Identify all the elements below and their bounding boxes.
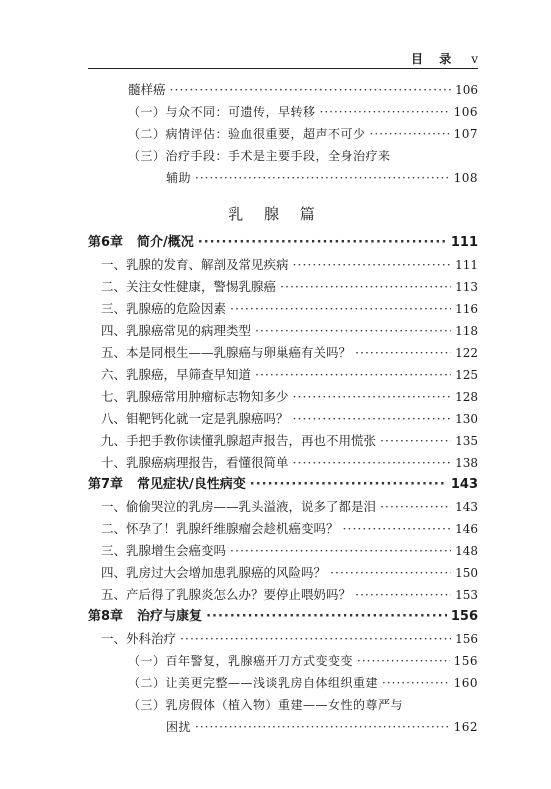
leader-dots: [170, 79, 452, 101]
toc-entry-page: 148: [455, 544, 478, 558]
leader-dots: [293, 386, 452, 408]
toc-entry[interactable]: [101, 562, 478, 584]
leader-dots: [380, 496, 451, 518]
toc-entry[interactable]: [128, 123, 478, 145]
toc-entry-title: 五、本是同根生——乳腺癌与卵巢癌有关吗？: [101, 345, 352, 360]
toc-entry[interactable]: [101, 452, 478, 474]
leader-dots: [195, 716, 450, 738]
toc-entry-page: 156: [453, 654, 478, 668]
toc-entry-title: 一、偷偷哭泣的乳房——乳头溢液，说多了都是泪: [101, 499, 377, 514]
leader-dots: [293, 254, 452, 276]
toc-entry-title: 四、乳腺癌常见的病理类型: [101, 323, 252, 338]
toc-entry-page: 113: [455, 280, 478, 294]
toc-entry-line1[interactable]: [128, 694, 478, 716]
toc-entry-page: 162: [453, 720, 478, 734]
chapter-number: 第7章: [88, 477, 124, 492]
chapter-heading[interactable]: [88, 606, 478, 628]
toc-entry-page: 106: [455, 83, 478, 97]
toc-entry[interactable]: [128, 650, 478, 672]
chapter-number: 第6章: [88, 235, 124, 250]
chapter-title: 治疗与康复: [137, 609, 203, 624]
leader-dots: [380, 430, 451, 452]
toc-entry[interactable]: [128, 79, 478, 101]
header-rule: [88, 68, 478, 69]
leader-dots: [320, 101, 450, 123]
toc-entry-page: 138: [455, 456, 478, 470]
toc-entry-page: 160: [453, 676, 478, 690]
leader-dots: [355, 342, 451, 364]
toc-entry-title: （三）治疗手段：手术是主要手段，全身治疗来: [128, 149, 391, 163]
leader-dots: [230, 298, 451, 320]
toc-entry-page: 130: [455, 412, 478, 426]
toc-entry-title: （一）与众不同：可遗传，早转移: [128, 105, 316, 119]
toc-entry-title: 六、乳腺癌，早筛查早知道: [101, 367, 252, 382]
toc-entry-title: （一）百年警复，乳腺癌开刀方式变变变: [128, 654, 354, 668]
leader-dots: [255, 364, 451, 386]
toc-entry-title-cont: 辅助: [166, 171, 192, 185]
chapter-page: 143: [450, 477, 478, 492]
toc-entry-line1[interactable]: [128, 145, 478, 167]
leader-dots: [355, 584, 451, 606]
header-label: 目 录: [411, 52, 458, 66]
toc-entry-title: （三）乳房假体（植入物）重建——女性的尊严与: [128, 698, 404, 712]
toc-entry-title: 四、乳房过大会增加患乳腺癌的风险吗？: [101, 565, 327, 580]
toc-entry[interactable]: [101, 408, 478, 430]
toc-entry[interactable]: [101, 276, 478, 298]
toc-entry[interactable]: [101, 298, 478, 320]
toc-entry[interactable]: [128, 101, 478, 123]
toc-entry-page: 107: [453, 127, 478, 141]
toc-entry-title: （二）让美更完整——浅谈乳房自体组织重建: [128, 676, 379, 690]
leader-dots: [230, 540, 451, 562]
toc-entry-line2[interactable]: [166, 167, 478, 189]
toc-entry-title: 髓样癌: [128, 82, 166, 97]
toc-entry-title: 一、外科治疗: [101, 631, 177, 646]
toc-entry-page: 118: [455, 324, 478, 338]
leader-dots: [293, 452, 452, 474]
chapter-heading[interactable]: [88, 474, 478, 496]
toc-entry-page: 116: [455, 302, 478, 316]
toc-entry-page: 122: [455, 346, 478, 360]
leader-dots: [206, 606, 447, 628]
toc-entry-page: 150: [455, 566, 478, 580]
toc-entry-title: 二、关注女性健康，警惕乳腺癌: [101, 279, 277, 294]
leader-dots: [382, 672, 450, 694]
toc-entry[interactable]: [101, 584, 478, 606]
leader-dots: [293, 408, 452, 430]
toc-entry[interactable]: [101, 496, 478, 518]
chapter-title: 简介/概况: [137, 235, 194, 250]
leader-dots: [280, 276, 451, 298]
toc-entry[interactable]: [101, 540, 478, 562]
leader-dots: [330, 562, 451, 584]
chapter-title: 常见症状/良性病变: [137, 477, 246, 492]
toc-entry-title: 八、钼靶钙化就一定是乳腺癌吗？: [101, 411, 289, 426]
toc-entry[interactable]: [101, 518, 478, 540]
toc-entry-page: 125: [455, 368, 478, 382]
toc-entry-title: 三、乳腺癌的危险因素: [101, 301, 227, 316]
toc-entry-title: （二）病情评估：验血很重要，超声不可少: [128, 127, 366, 141]
toc-entry-title: 一、乳腺的发育、解剖及常见疾病: [101, 257, 289, 272]
toc-entry[interactable]: [101, 430, 478, 452]
leader-dots: [343, 518, 452, 540]
toc-entry[interactable]: [128, 672, 478, 694]
chapter-heading[interactable]: [88, 232, 478, 254]
toc-entry-title-cont: 困扰: [166, 720, 192, 734]
leader-dots: [370, 123, 450, 145]
chapter-page: 156: [450, 609, 478, 624]
toc-entry-title: 二、怀孕了！乳腺纤维腺瘤会趁机癌变吗？: [101, 521, 339, 536]
toc-entry[interactable]: [101, 254, 478, 276]
running-header: [88, 50, 478, 68]
toc-entry-page: 153: [455, 588, 478, 602]
toc-entry-page: 128: [455, 390, 478, 404]
leader-dots: [195, 167, 450, 189]
header-page-number: v: [471, 52, 478, 66]
toc-entry-title: 十、乳腺癌病理报告，看懂很简单: [101, 455, 289, 470]
leader-dots: [357, 650, 450, 672]
toc-entry-page: 135: [455, 434, 478, 448]
toc-entry-title: 五、产后得了乳腺炎怎么办？要停止喂奶吗？: [101, 587, 352, 602]
leader-dots: [250, 474, 447, 496]
leader-dots: [255, 320, 451, 342]
toc-entry-title: 三、乳腺增生会癌变吗: [101, 543, 227, 558]
toc-entry-line2[interactable]: [166, 716, 478, 738]
toc-entry-page: 111: [455, 258, 478, 272]
toc-entry-page: 106: [453, 105, 478, 119]
part-title: 乳 腺 篇: [228, 205, 323, 223]
toc-entry-title: 九、手把手教你读懂乳腺超声报告，再也不用慌张: [101, 433, 377, 448]
chapter-number: 第8章: [88, 609, 124, 624]
toc-entry-page: 108: [453, 171, 478, 185]
toc-entry-page: 146: [455, 522, 478, 536]
toc-entry-title: 七、乳腺癌常用肿瘤标志物知多少: [101, 389, 289, 404]
toc-entry[interactable]: [101, 386, 478, 408]
toc-entry[interactable]: [101, 628, 478, 650]
leader-dots: [198, 232, 447, 254]
toc-entry[interactable]: [101, 364, 478, 386]
toc-entry[interactable]: [101, 320, 478, 342]
toc-entry-page: 143: [455, 500, 478, 514]
leader-dots: [180, 628, 451, 650]
toc-entry-page: 156: [455, 632, 478, 646]
toc-entry[interactable]: [101, 342, 478, 364]
chapter-page: 111: [450, 235, 478, 250]
